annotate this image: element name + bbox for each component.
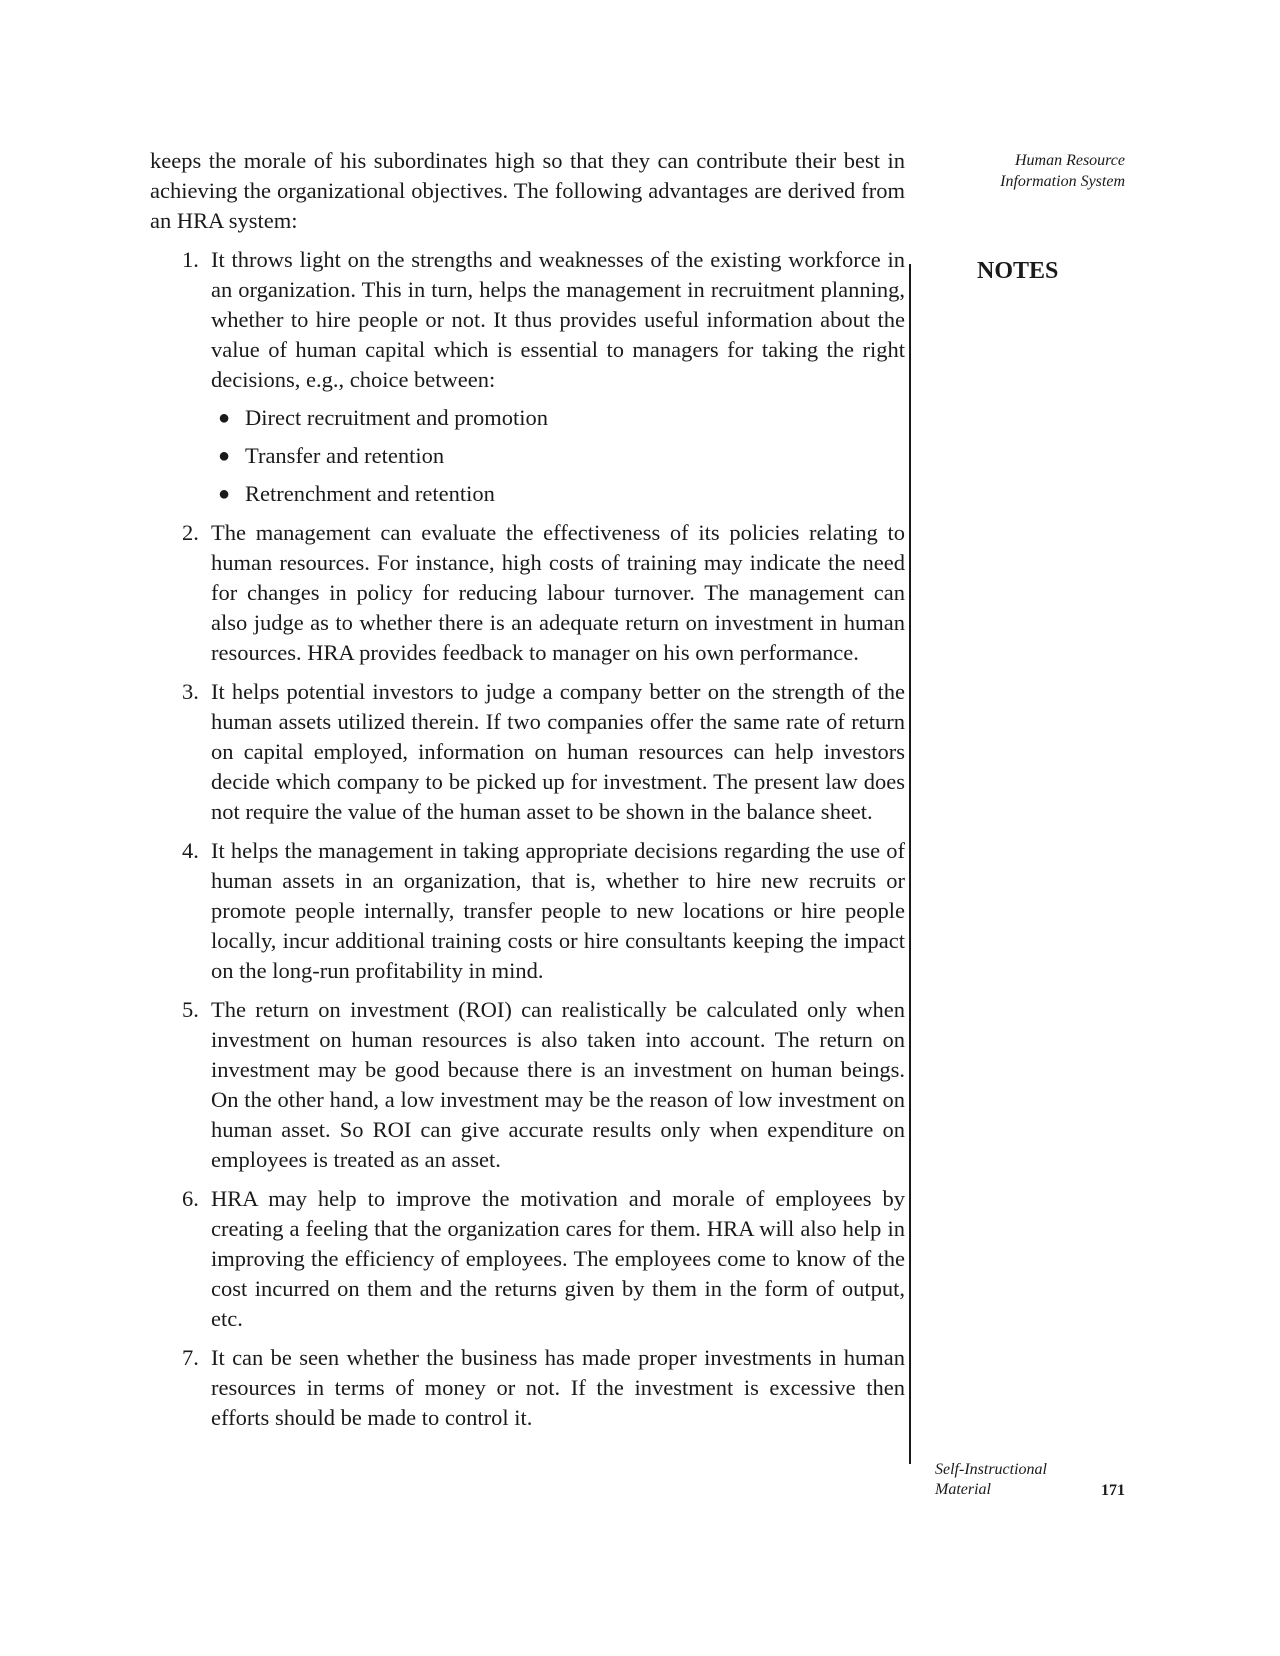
- list-item: [150, 518, 905, 668]
- list-item-number: 1.: [182, 247, 199, 272]
- list-item: [150, 995, 905, 1175]
- bullet-text: Direct recruitment and promotion: [245, 405, 549, 430]
- list-item-text: It throws light on the strengths and weaknesses of the existing workforce in an organization. This in turn, helps the management in recruitment planning, whether to hire people or not. It thus provides useful information about the value of human capital which is essential to managers for taking the right decisions, e.g., choice between:: [211, 247, 905, 392]
- footer-label-line2: Material: [935, 1481, 991, 1498]
- bullet-item: [211, 479, 905, 509]
- intro-paragraph: keeps the morale of his subordinates high so that they can contribute their best in achieving the organizational objectives. The following advantages are derived from an HRA system:: [150, 148, 905, 233]
- bullet-icon: ●: [218, 445, 231, 467]
- running-head-line2: Information System: [1000, 173, 1125, 190]
- main-text: [150, 146, 905, 1433]
- bullet-text: Transfer and retention: [245, 443, 445, 468]
- running-head: [1000, 150, 1125, 192]
- bullet-icon: ●: [218, 407, 231, 429]
- list-item: [150, 1343, 905, 1433]
- list-item-number: 3.: [182, 679, 199, 704]
- list-item-text: It helps potential investors to judge a company better on the strength of the human assets utilized therein. If two companies offer the same rate of return on capital employed, information on human resources can help investors decide which company to be picked up for investment. The present law does not require the value of the human asset to be shown in the balance sheet.: [211, 679, 905, 824]
- list-item: [150, 1184, 905, 1334]
- numbered-list: [150, 245, 905, 1433]
- list-item-text: The return on investment (ROI) can realistically be calculated only when investment on human resources is also taken into account. The return on investment may be good because there is an investment on human beings. On the other hand, a low investment may be the reason of low investment on human asset. So ROI can give accurate results only when expenditure on employees is treated as an asset.: [211, 997, 905, 1172]
- list-item-text: It can be seen whether the business has made proper investments in human resources in terms of money or not. If the investment is excessive then efforts should be made to control it.: [211, 1345, 905, 1430]
- list-item-text: HRA may help to improve the motivation and morale of employees by creating a feeling that the organization cares for them. HRA will also help in improving the efficiency of employees. The employees come to know of the cost incurred on them and the returns given by them in the form of output, etc.: [211, 1186, 905, 1331]
- bullet-item: [211, 403, 905, 433]
- page-number: 171: [1101, 1482, 1125, 1499]
- list-item-number: 5.: [182, 997, 199, 1022]
- list-item-text: The management can evaluate the effectiveness of its policies relating to human resources. For instance, high costs of training may indicate the need for changes in policy for reducing labour turnover. The management can also judge as to whether there is an adequate return on investment in human resources. HRA provides feedback to manager on his own performance.: [211, 520, 905, 665]
- bullet-icon: ●: [218, 483, 231, 505]
- running-head-line1: Human Resource: [1014, 152, 1125, 169]
- list-item-number: 6.: [182, 1186, 199, 1211]
- list-item: [150, 677, 905, 827]
- bullet-item: [211, 441, 905, 471]
- footer-label-line1: Self-Instructional: [935, 1461, 1047, 1478]
- margin-rule: [909, 264, 911, 1464]
- list-item-number: 7.: [182, 1345, 199, 1370]
- list-item: [150, 836, 905, 986]
- list-item: [150, 245, 905, 509]
- list-item-number: 2.: [182, 520, 199, 545]
- notes-label: NOTES: [977, 258, 1059, 284]
- footer-label: [935, 1460, 1047, 1500]
- list-item-number: 4.: [182, 838, 199, 863]
- list-item-text: It helps the management in taking appropriate decisions regarding the use of human assets in an organization, that is, whether to hire new recruits or promote people internally, transfer people to new locations or hire people locally, incur additional training costs or hire consultants keeping the impact on the long-run profitability in mind.: [211, 838, 905, 983]
- bullet-list: [211, 403, 905, 509]
- bullet-text: Retrenchment and retention: [245, 481, 495, 506]
